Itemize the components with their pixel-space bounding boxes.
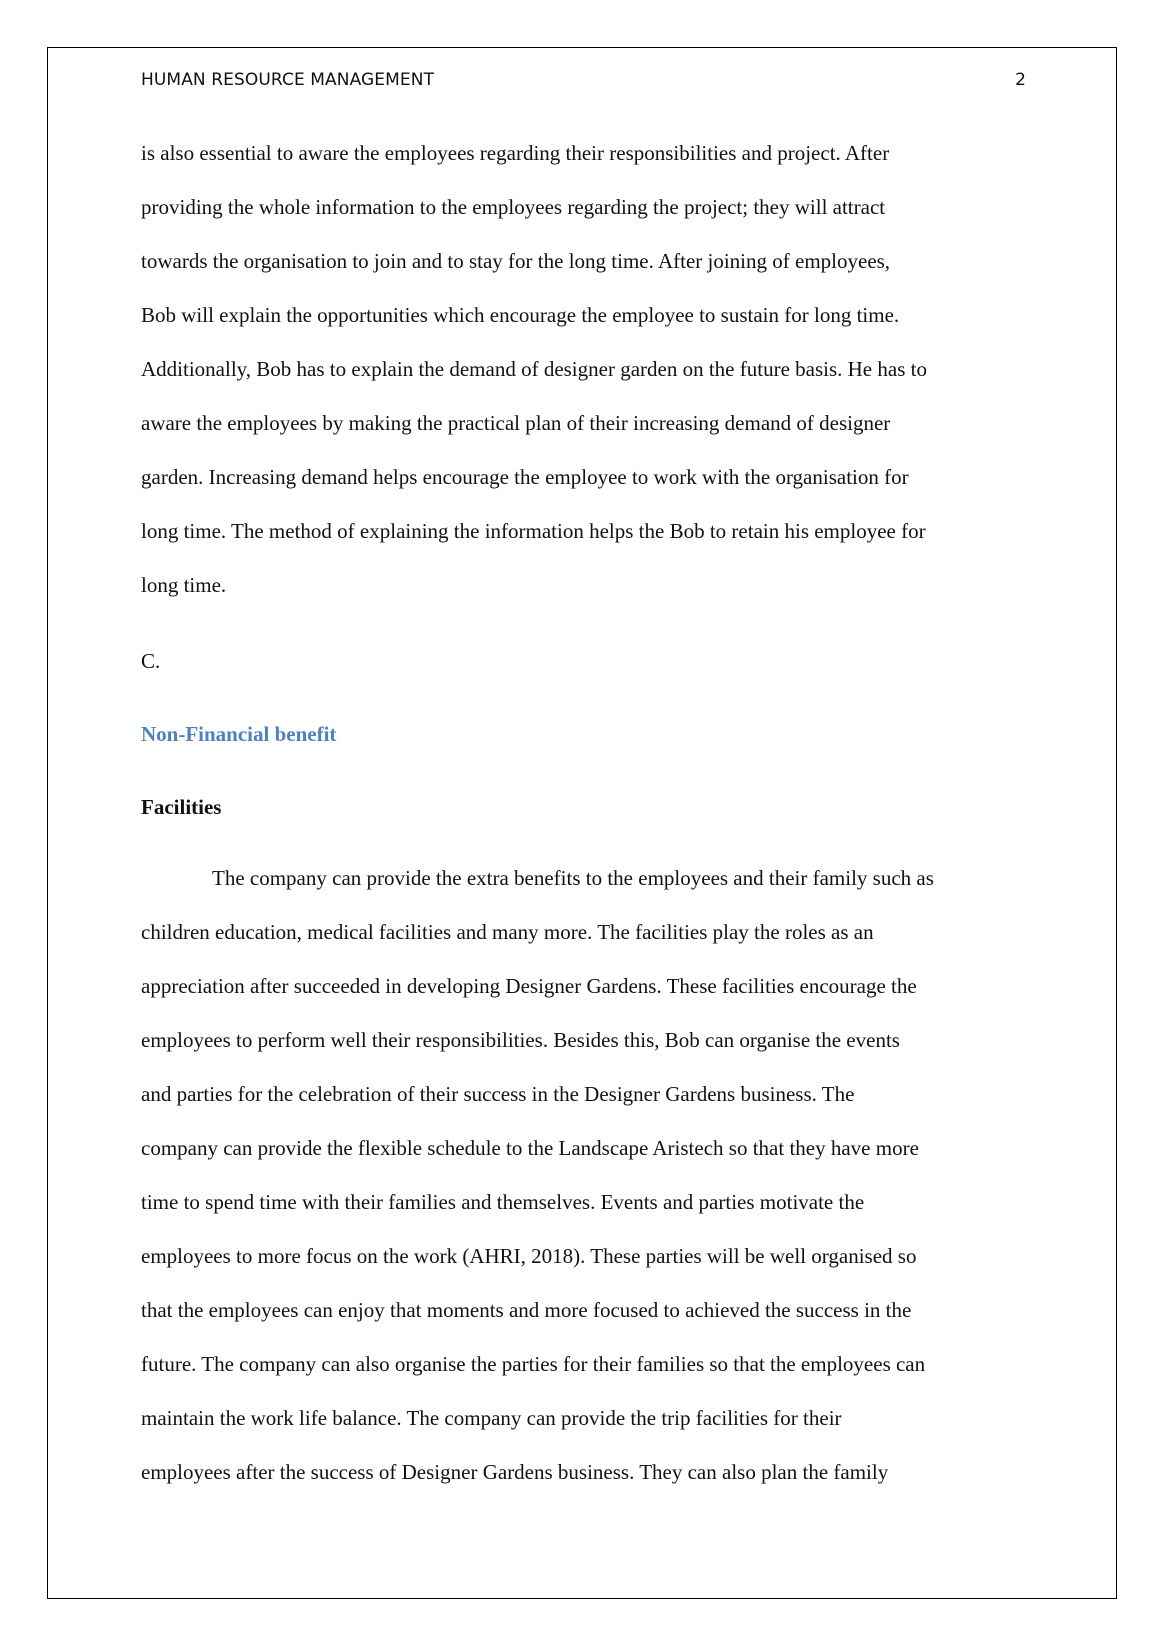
paragraph-line: children education, medical facilities and many more. The facilities play the roles as an xyxy=(141,920,874,944)
section-label: C. xyxy=(141,649,161,673)
paragraph-line: employees to more focus on the work (AHRI, 2018). These parties will be well organised so xyxy=(141,1244,917,1268)
paragraph-line: employees after the success of Designer Gardens business. They can also plan the family xyxy=(141,1460,889,1484)
paragraph-line: long time. The method of explaining the information helps the Bob to retain his employee for xyxy=(141,519,926,543)
paragraph-line: appreciation after succeeded in developing Designer Gardens. These facilities encourage the xyxy=(141,974,917,998)
paragraph-line: employees to perform well their responsibilities. Besides this, Bob can organise the events xyxy=(141,1028,900,1052)
paragraph-line: long time. xyxy=(141,573,227,597)
paragraph-line: is also essential to aware the employees regarding their responsibilities and project. After xyxy=(141,141,890,165)
page-header xyxy=(141,70,1026,96)
page-number: 2 xyxy=(1015,70,1026,90)
paragraph-line: aware the employees by making the practical plan of their increasing demand of designer xyxy=(141,411,891,435)
paragraph-line: The company can provide the extra benefits to the employees and their family such as xyxy=(212,866,934,890)
running-head: HUMAN RESOURCE MANAGEMENT xyxy=(141,70,435,90)
paragraph-line: Bob will explain the opportunities which encourage the employee to sustain for long time. xyxy=(141,303,900,327)
paragraph-line: garden. Increasing demand helps encourage the employee to work with the organisation for xyxy=(141,465,909,489)
paragraph-line: maintain the work life balance. The company can provide the trip facilities for their xyxy=(141,1406,842,1430)
paragraph-line: time to spend time with their families and themselves. Events and parties motivate the xyxy=(141,1190,865,1214)
paragraph-line: providing the whole information to the employees regarding the project; they will attract xyxy=(141,195,886,219)
paragraph-line: and parties for the celebration of their success in the Designer Gardens business. The xyxy=(141,1082,855,1106)
section-heading: Non-Financial benefit xyxy=(141,722,337,746)
paragraph-line: towards the organisation to join and to stay for the long time. After joining of employees, xyxy=(141,249,891,273)
paragraph-line: that the employees can enjoy that moments and more focused to achieved the success in the xyxy=(141,1298,912,1322)
paragraph-line: company can provide the flexible schedule to the Landscape Aristech so that they have more xyxy=(141,1136,919,1160)
subsection-heading: Facilities xyxy=(141,795,222,819)
paragraph-line: future. The company can also organise the parties for their families so that the employees can xyxy=(141,1352,926,1376)
paragraph-line: Additionally, Bob has to explain the demand of designer garden on the future basis. He has to xyxy=(141,357,927,381)
